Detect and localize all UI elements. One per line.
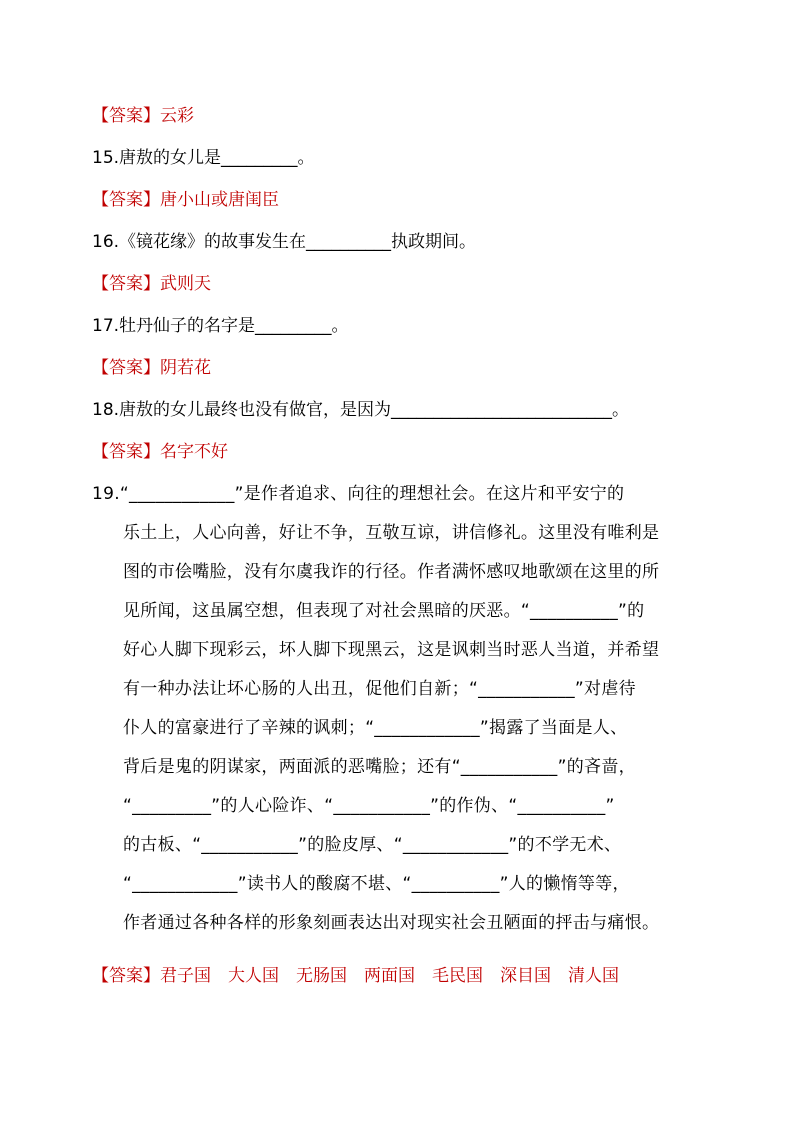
question-19-line: 背后是鬼的阴谋家，两面派的恶嘴脸；还有“___________”的吝啬， [123, 757, 636, 777]
question-16: 16.《镜花缘》的故事发生在__________执政期间。 [92, 232, 477, 252]
question-19-line: 19.“____________”是作者追求、向往的理想社会。在这片和平安宁的 [92, 484, 625, 504]
question-17: 17.牡丹仙子的名字是_________。 [92, 316, 349, 336]
answer-16: 【答案】武则天 [92, 274, 211, 294]
question-19-line: 的古板、“___________”的脸皮厚、“____________”的不学无术、 [123, 835, 622, 855]
question-19-line: 乐土上，人心向善，好让不争，互敬互谅，讲信修礼。这里没有唯利是 [123, 523, 660, 543]
answer-17: 【答案】阴若花 [92, 358, 211, 378]
question-19-line: “____________”读书人的酸腐不堪、“__________”人的懒惰等等， [123, 874, 630, 894]
question-19-line: 仆人的富豪进行了辛辣的讽刺；“____________”揭露了当面是人、 [123, 718, 628, 738]
question-19-line: 图的市侩嘴脸，没有尔虞我诈的行径。作者满怀感叹地歌颂在这里的所 [123, 562, 660, 582]
question-15: 15.唐敖的女儿是_________。 [92, 148, 315, 168]
answer-19: 【答案】君子国 大人国 无肠国 两面国 毛民国 深目国 清人国 [92, 966, 619, 986]
question-19-line: 见所闻，这虽属空想，但表现了对社会黑暗的厌恶。“__________”的 [123, 601, 645, 621]
question-19-line: 作者通过各种各样的形象刻画表达出对现实社会丑陋面的抨击与痛恨。 [123, 913, 660, 933]
answer-15: 【答案】唐小山或唐闺臣 [92, 190, 279, 210]
question-18: 18.唐敖的女儿最终也没有做官，是因为__________________________。 [92, 400, 630, 420]
question-19-line: 好心人脚下现彩云，坏人脚下现黑云，这是讽刺当时恶人当道，并希望 [123, 640, 660, 660]
question-19-line: 有一种办法让坏心肠的人出丑，促他们自新；“___________”对虐待 [123, 679, 636, 699]
answer-14: 【答案】云彩 [92, 106, 194, 126]
question-19-line: “_________”的人心险诈、“___________”的作伪、“__________” [123, 796, 615, 816]
answer-18: 【答案】名字不好 [92, 442, 228, 462]
